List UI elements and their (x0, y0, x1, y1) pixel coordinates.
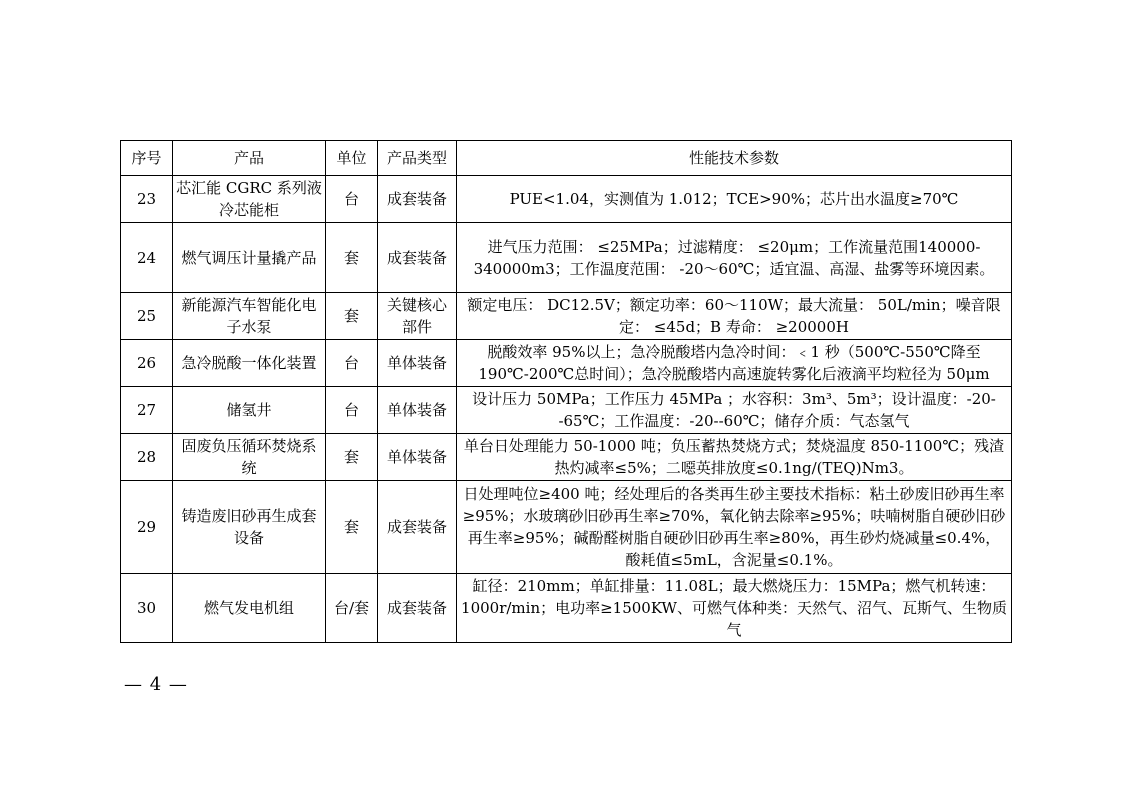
table-row (121, 481, 1012, 574)
table-row (121, 387, 1012, 434)
row-type: 成套装备 (378, 223, 457, 293)
row-product: 芯汇能 CGRC 系列液冷芯能柜 (173, 176, 326, 223)
row-type: 单体装备 (378, 387, 457, 434)
row-product: 铸造废旧砂再生成套设备 (173, 481, 326, 574)
row-params: 设计压力 50MPa；工作压力 45MPa ；水容积：3m³、5m³；设计温度：-20--65℃；工作温度：-20--60℃；储存介质：气态氢气 (457, 387, 1012, 434)
row-unit: 台/套 (326, 574, 378, 643)
row-unit: 套 (326, 481, 378, 574)
table-row (121, 574, 1012, 643)
row-no: 27 (121, 387, 173, 434)
row-unit: 台 (326, 340, 378, 387)
page-number: — 4 — (124, 674, 188, 695)
row-product: 燃气发电机组 (173, 574, 326, 643)
row-unit: 套 (326, 434, 378, 481)
row-params: 日处理吨位≥400 吨；经处理后的各类再生砂主要技术指标：粘土砂废旧砂再生率≥95%；水玻璃砂旧砂再生率≥70%，氧化钠去除率≥95%；呋喃树脂自硬砂旧砂再生率≥95%；碱酚醛树脂自硬砂旧砂再生率≥80%，再生砂灼烧减量≤0.4%，酸耗值≤5mL，含泥量≤0.1%。 (457, 481, 1012, 574)
row-params: 脱酸效率 95%以上；急冷脱酸塔内急冷时间：﹤1 秒（500℃-550℃降至190℃-200℃总时间）；急冷脱酸塔内高速旋转雾化后液滴平均粒径为 50μm (457, 340, 1012, 387)
product-spec-table (120, 140, 1012, 643)
row-no: 28 (121, 434, 173, 481)
table-row (121, 434, 1012, 481)
row-product: 固废负压循环焚烧系统 (173, 434, 326, 481)
table-row (121, 340, 1012, 387)
table-header-row (121, 141, 1012, 176)
row-product: 新能源汽车智能化电子水泵 (173, 293, 326, 340)
table-row (121, 176, 1012, 223)
row-product: 急冷脱酸一体化装置 (173, 340, 326, 387)
row-params: 单台日处理能力 50-1000 吨；负压蓄热焚烧方式；焚烧温度 850-1100℃；残渣热灼减率≤5%；二噁英排放度≤0.1ng/(TEQ)Nm3。 (457, 434, 1012, 481)
row-no: 26 (121, 340, 173, 387)
row-unit: 台 (326, 387, 378, 434)
row-product: 燃气调压计量撬产品 (173, 223, 326, 293)
table-row (121, 223, 1012, 293)
row-type: 成套装备 (378, 481, 457, 574)
table-row (121, 293, 1012, 340)
row-no: 23 (121, 176, 173, 223)
row-no: 25 (121, 293, 173, 340)
row-unit: 套 (326, 223, 378, 293)
row-params: 进气压力范围： ≤25MPa；过滤精度： ≤20μm；工作流量范围140000-340000m3；工作温度范围： -20～60℃；适宜温、高湿、盐雾等环境因素。 (457, 223, 1012, 293)
header-unit: 单位 (326, 141, 378, 176)
row-type: 成套装备 (378, 574, 457, 643)
header-type: 产品类型 (378, 141, 457, 176)
row-params: PUE<1.04，实测值为 1.012；TCE>90%；芯片出水温度≥70℃ (457, 176, 1012, 223)
row-type: 单体装备 (378, 434, 457, 481)
row-type: 关键核心部件 (378, 293, 457, 340)
row-product: 储氢井 (173, 387, 326, 434)
row-type: 成套装备 (378, 176, 457, 223)
row-params: 缸径：210mm；单缸排量：11.08L；最大燃烧压力：15MPa；燃气机转速：1000r/min；电功率≥1500KW、可燃气体种类：天然气、沼气、瓦斯气、生物质气 (457, 574, 1012, 643)
header-params: 性能技术参数 (457, 141, 1012, 176)
row-no: 30 (121, 574, 173, 643)
row-no: 24 (121, 223, 173, 293)
header-no: 序号 (121, 141, 173, 176)
row-type: 单体装备 (378, 340, 457, 387)
row-unit: 台 (326, 176, 378, 223)
row-no: 29 (121, 481, 173, 574)
header-product: 产品 (173, 141, 326, 176)
row-params: 额定电压： DC12.5V；额定功率：60～110W；最大流量： 50L/min；噪音限定： ≤45d；B 寿命： ≥20000H (457, 293, 1012, 340)
row-unit: 套 (326, 293, 378, 340)
